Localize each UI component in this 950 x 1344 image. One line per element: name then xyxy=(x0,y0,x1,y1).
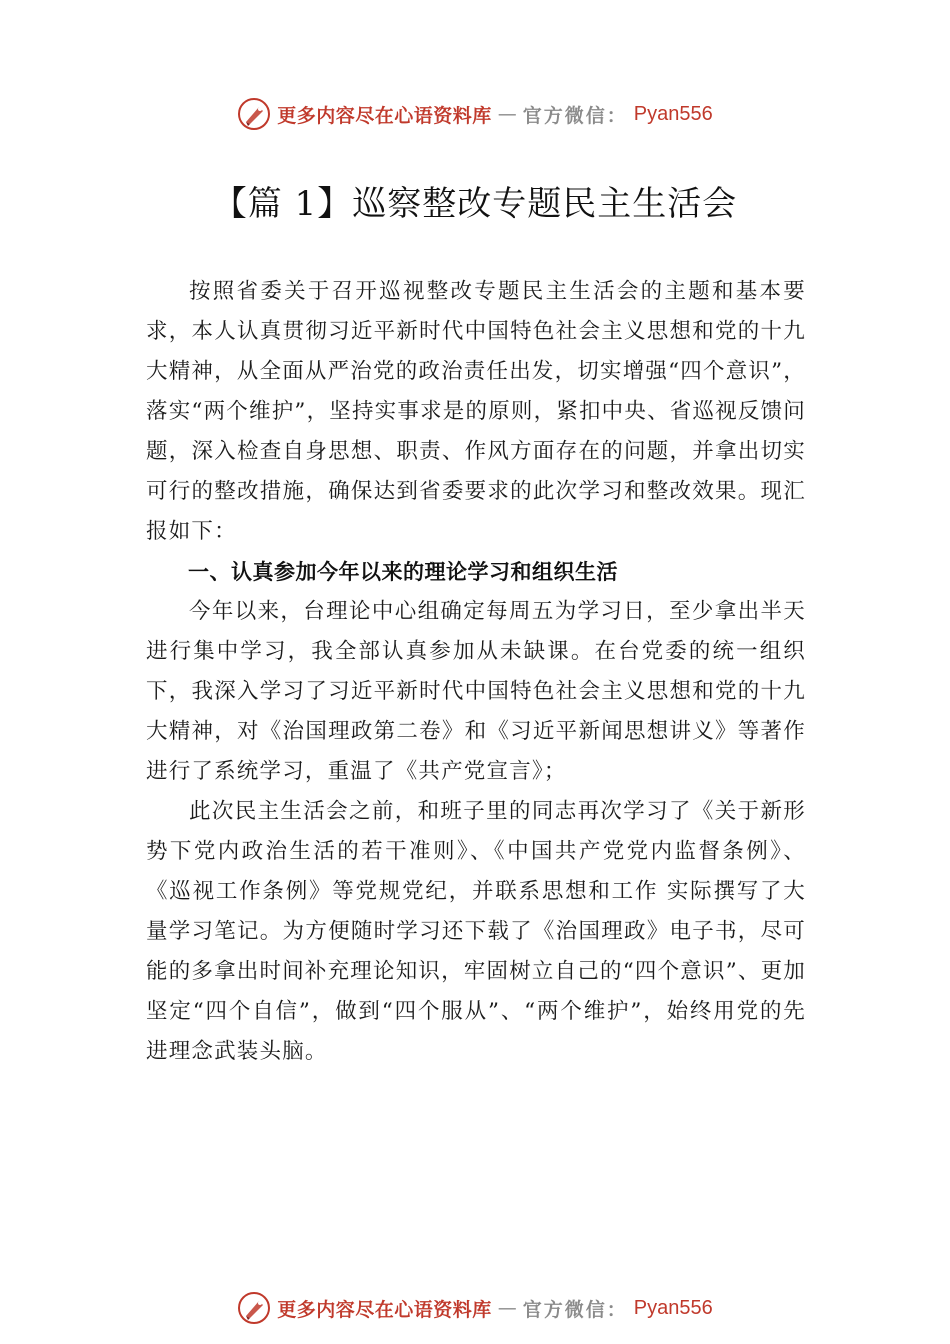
banner-subtitle: 官方微信： xyxy=(522,104,628,127)
section-heading: 一、认真参加今年以来的理论学习和组织生活 xyxy=(188,560,618,584)
intro-paragraph: 按照省委关于召开巡视整改专题民主生活会的主题和基本要求，本人认真贯彻习近平新时代中国特色社会主义思想和党的十九大精神，从全面从严治党的政治责任出发，切实增强“四个意识”，落实“两个维护”，坚持实事求是的原则，紧扣中央、省巡视反馈问题，深入检查自身思想、职责、作风方面存在的问题，并拿出切实可行的整改措施，确保达到省委要求的此次学习和整改效果。现汇报如下： xyxy=(146,279,806,544)
section-paragraph-1: 今年以来，台理论中心组确定每周五为学习日，至少拿出半天进行集中学习，我全部认真参加从未缺课。在台党委的统一组织下，我深入学习了习近平新时代中国特色社会主义思想和党的十九大精神，对《治国理政第二卷》和《习近平新闻思想讲义》等著作进行了系统学习，重温了《共产党宣言》； xyxy=(146,599,806,784)
banner-dash: — xyxy=(497,1297,517,1319)
section-paragraph-2: 此次民主生活会之前，和班子里的同志再次学习了《关于新形势下党内政治生活的若干准则》、《中国共产党党内监督条例》、《巡视工作条例》等党规党纪，并联系思想和工作 实际撰写了大量学习笔记。为方便随时学习还下载了《治国理政》电子书，尽可能的多拿出时间补充理论知识，牢固树立自己的“四个意识”、更加坚定“四个自信”，做到“四个服从”、“两个维护”，始终用党的先进理念武装头脑。 xyxy=(146,799,806,1064)
pen-nib-logo-icon xyxy=(237,1291,271,1325)
wechat-id: Pyan556 xyxy=(633,102,713,125)
banner-dash: — xyxy=(497,103,517,125)
banner-title: 更多内容尽在心语资料库 xyxy=(277,104,492,127)
document-title: 【篇 1】巡察整改专题民主生活会 xyxy=(212,184,738,224)
footer-banner xyxy=(0,1286,950,1330)
wechat-id: Pyan556 xyxy=(633,1296,713,1319)
header-banner xyxy=(0,92,950,136)
document-body xyxy=(146,272,806,1072)
pen-nib-logo-icon xyxy=(237,97,271,131)
banner-title: 更多内容尽在心语资料库 xyxy=(277,1298,492,1321)
banner-subtitle: 官方微信： xyxy=(522,1298,628,1321)
